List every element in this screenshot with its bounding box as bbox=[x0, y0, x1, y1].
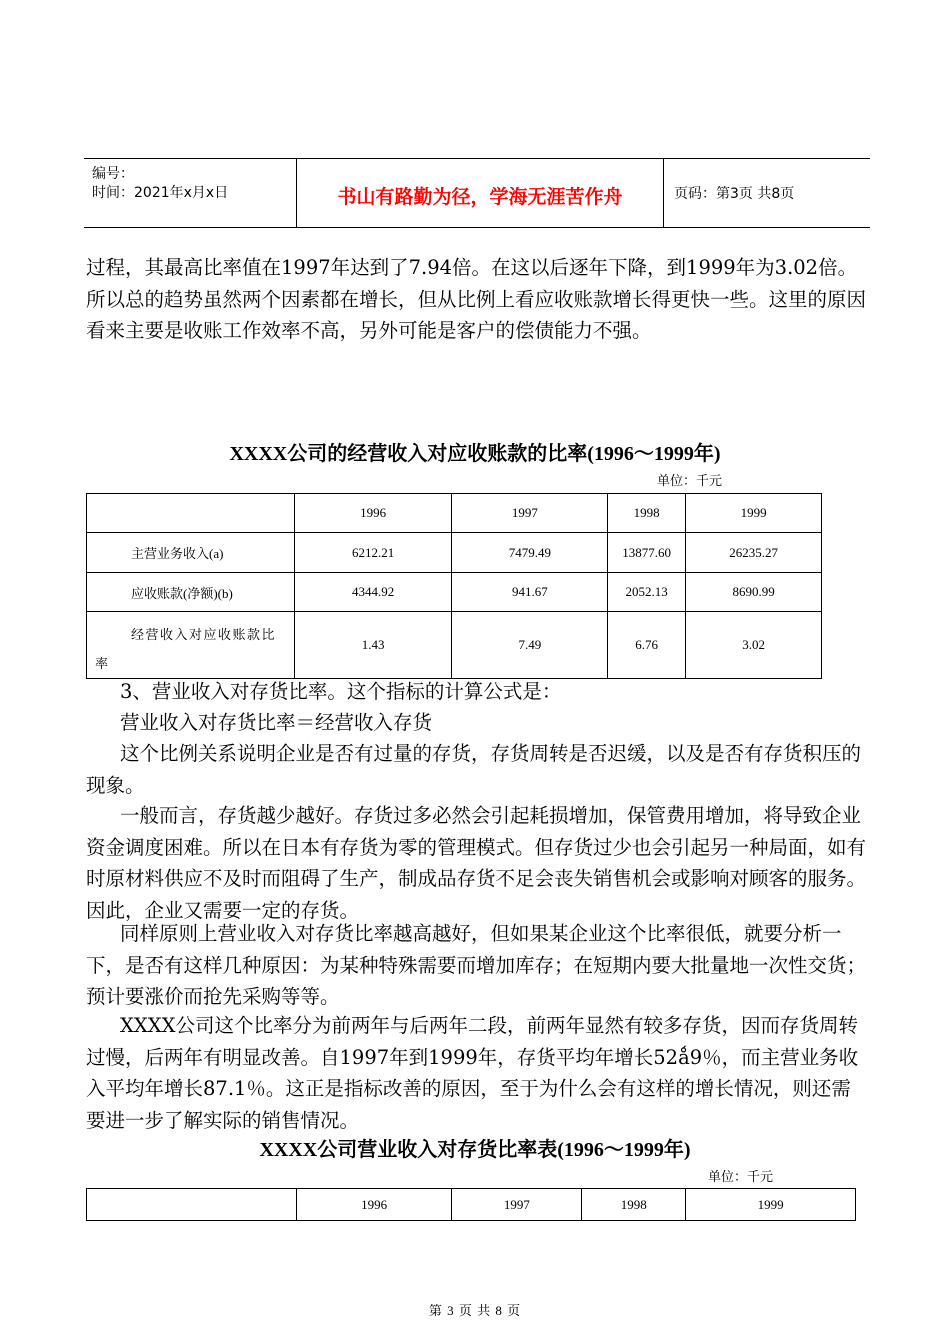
table1 bbox=[86, 493, 822, 679]
table-row bbox=[87, 573, 822, 612]
table-row bbox=[87, 612, 822, 679]
table-cell: 2052.13 bbox=[608, 573, 686, 612]
paragraph: 这个比例关系说明企业是否有过量的存货，存货周转是否迟缓，以及是否有存货积压的现象。 bbox=[86, 742, 862, 797]
row-label bbox=[87, 612, 295, 679]
table-cell: 941.67 bbox=[452, 573, 608, 612]
row-label: 主营业务收入(a) bbox=[87, 533, 295, 573]
table-cell: 3.02 bbox=[686, 612, 822, 679]
table2-year-cell: 1998 bbox=[582, 1189, 686, 1221]
row-label: 应收账款(净额)(b) bbox=[87, 573, 295, 612]
table2-corner-cell bbox=[87, 1189, 297, 1221]
table2-year-cell: 1996 bbox=[296, 1189, 452, 1221]
table-cell: 7.49 bbox=[452, 612, 608, 679]
row-label-line2: 率 bbox=[95, 656, 109, 671]
table2 bbox=[86, 1188, 856, 1221]
table1-year-cell: 1996 bbox=[294, 494, 452, 533]
table1-title: XXXX公司的经营收入对应收账款的比率(1996～1999年) bbox=[229, 443, 721, 465]
table-cell: 8690.99 bbox=[686, 573, 822, 612]
table-cell: 4344.92 bbox=[294, 573, 452, 612]
table2-unit: 单位：千元 bbox=[708, 1170, 774, 1185]
paragraph: 同样原则上营业收入对存货比率越高越好，但如果某企业这个比率很低，就要分析一下，是否有这样几种原因：为某种特殊需要而增加库存；在短期内要大批量地一次性交货；预计要涨价而抢先采购等等。 bbox=[86, 922, 867, 1008]
table-cell: 1.43 bbox=[294, 612, 452, 679]
table-cell: 13877.60 bbox=[608, 533, 686, 573]
table1-year-cell: 1997 bbox=[452, 494, 608, 533]
paragraph: 营业收入对存货比率＝经营收入存货 bbox=[120, 711, 433, 734]
document-header bbox=[84, 158, 870, 228]
table-row bbox=[87, 533, 822, 573]
paragraph: 3、营业收入对存货比率。这个指标的计算公式是： bbox=[120, 680, 562, 703]
table-cell: 6212.21 bbox=[294, 533, 452, 573]
time-label: 时间：2021年x月x日 bbox=[92, 185, 229, 201]
header-meta bbox=[84, 159, 297, 227]
table2-header-row bbox=[87, 1189, 856, 1221]
header-page-info: 页码：第3页 共8页 bbox=[674, 186, 795, 202]
table2-title: XXXX公司营业收入对存货比率表(1996～1999年) bbox=[259, 1139, 691, 1161]
number-label: 编号： bbox=[92, 166, 134, 182]
table1-header-row bbox=[87, 494, 822, 533]
table2-year-cell: 1997 bbox=[452, 1189, 582, 1221]
paragraph: 一般而言，存货越少越好。存货过多必然会引起耗损增加，保管费用增加，将导致企业资金调度困难。所以在日本有存货为零的管理模式。但存货过少也会引起另一种局面，如有时原材料供应不及时而阻碍了生产，制成品存货不足会丧失销售机会或影响对顾客的服务。因此，企业又需要一定的存货。 bbox=[86, 804, 867, 922]
table2-year-cell: 1999 bbox=[686, 1189, 856, 1221]
intro-paragraph: 过程，其最高比率值在1997年达到了7.94倍。在这以后逐年下降，到1999年为3.02倍。所以总的趋势虽然两个因素都在增长，但从比例上看应收账款增长得更快一些。这里的原因看来主要是收账工作效率不高，另外可能是客户的偿债能力不强。 bbox=[86, 256, 867, 342]
table1-unit: 单位：千元 bbox=[657, 474, 723, 489]
row-label-line1: 经营收入对应收账款比 bbox=[131, 627, 277, 642]
header-slogan: 书山有路勤为径，学海无涯苦作舟 bbox=[297, 159, 664, 227]
table-cell: 6.76 bbox=[608, 612, 686, 679]
table-cell: 7479.49 bbox=[452, 533, 608, 573]
paragraph: XXXX公司这个比率分为前两年与后两年二段，前两年显然有较多存货，因而存货周转过慢，后两年有明显改善。自1997年到1999年，存货平均年增长52ǻ9％，而主营业务收入平均年增长87.1％。这正是指标改善的原因，至于为什么会有这样的增长情况，则还需要进一步了解实际的销售情况。 bbox=[86, 1014, 859, 1132]
table1-year-cell: 1999 bbox=[686, 494, 822, 533]
table1-year-cell: 1998 bbox=[608, 494, 686, 533]
table1-corner-cell bbox=[87, 494, 295, 533]
page-footer: 第 3 页 共 8 页 bbox=[428, 1303, 522, 1318]
table-cell: 26235.27 bbox=[686, 533, 822, 573]
